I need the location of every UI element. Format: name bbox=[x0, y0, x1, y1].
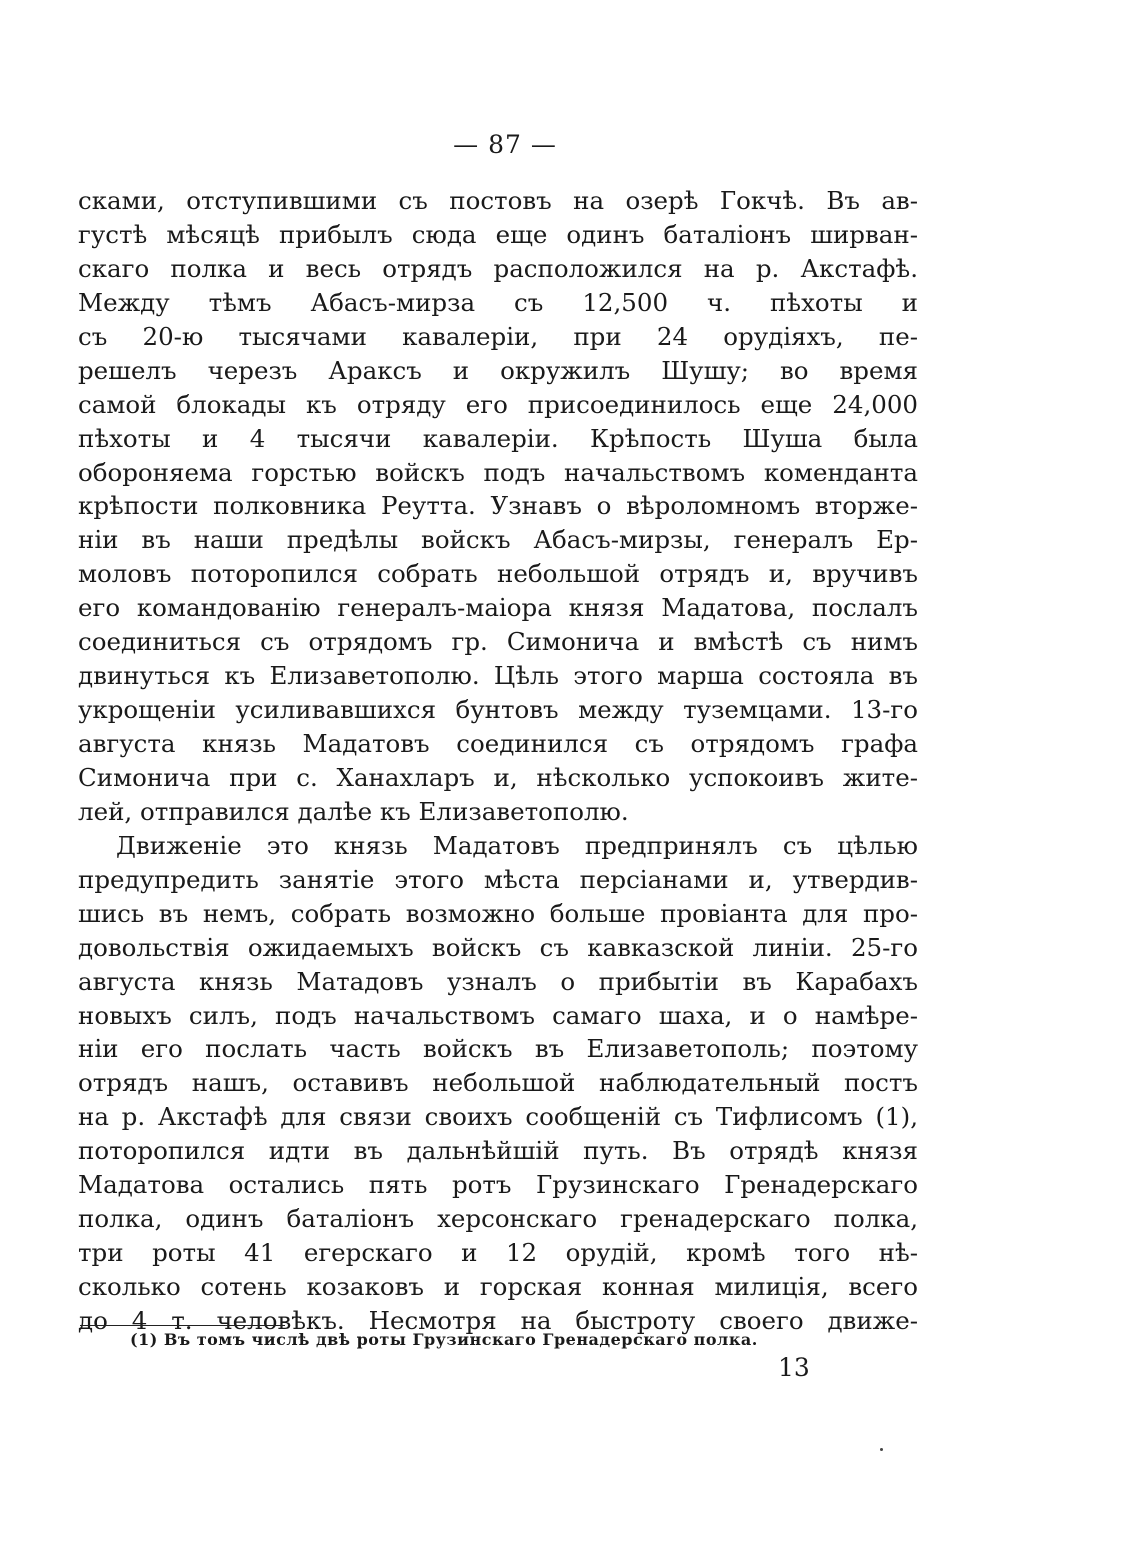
text-line: августа князь Мадатовъ соединился съ отрядомъ графа bbox=[78, 729, 918, 758]
text-line: скаго полка и весь отрядъ расположился на р. Акстафѣ. bbox=[78, 253, 918, 283]
text-line: Между тѣмъ Абасъ-мирза съ 12,500 ч. пѣхоты и bbox=[78, 287, 918, 317]
text-line: пѣхоты и 4 тысячи кавалеріи. Крѣпость Шуша была bbox=[78, 423, 918, 453]
text-line: сколько сотень козаковъ и горская конная милиція, всего bbox=[78, 1272, 918, 1301]
text-line: обороняема горстью войскъ подъ начальствомъ коменданта bbox=[78, 457, 918, 487]
text-line: довольствія ожидаемыхъ войскъ съ кавказской линіи. 25-го bbox=[78, 932, 918, 962]
text-line: на р. Акстафѣ для связи своихъ сообщеній съ Тифлисомъ (1), bbox=[78, 1102, 918, 1132]
text-line: три роты 41 егерскаго и 12 орудій, кромѣ того нѣ- bbox=[78, 1238, 918, 1268]
text-line: полка, одинъ баталіонъ херсонскаго гренадерскаго полка, bbox=[78, 1204, 918, 1234]
text-line: самой блокады къ отряду его присоединилось еще 24,000 bbox=[78, 389, 918, 419]
signature-mark: 13 bbox=[778, 1353, 810, 1382]
text-line: соединиться съ отрядомъ гр. Симонича и вмѣстѣ съ нимъ bbox=[78, 627, 918, 657]
text-line: крѣпости полковника Реутта. Узнавъ о вѣроломномъ вторже- bbox=[78, 491, 918, 521]
footnote-rule bbox=[80, 1325, 285, 1326]
text-line: решелъ черезъ Араксъ и окружилъ Шушу; во время bbox=[78, 355, 918, 385]
body-text bbox=[78, 184, 918, 1338]
text-line: густѣ мѣсяцѣ прибылъ сюда еще одинъ баталіонъ ширван- bbox=[78, 219, 918, 249]
text-line: съ 20-ю тысячами кавалеріи, при 24 орудіяхъ, пе- bbox=[78, 321, 918, 351]
text-line: предупредить занятіе этого мѣста персіанами и, утвердив- bbox=[78, 864, 918, 894]
text-line: отрядъ нашъ, оставивъ небольшой наблюдательный постъ bbox=[78, 1068, 918, 1098]
text-line: ніи его послать часть войскъ въ Елизаветополь; поэтому bbox=[78, 1034, 918, 1064]
text-line: новыхъ силъ, подъ начальствомъ самаго шаха, и о намѣре- bbox=[78, 1000, 918, 1030]
page-number: — 87 — bbox=[453, 130, 557, 159]
paper-speck bbox=[880, 1448, 883, 1451]
text-line: двинуться къ Елизаветополю. Цѣль этого марша состояла въ bbox=[78, 661, 918, 691]
text-line: до 4 т. человѣкъ. Несмотря на быстроту своего движе- bbox=[78, 1305, 918, 1335]
footnote: (1) Въ томъ числѣ двѣ роты Грузинскаго Гренадерскаго полка. bbox=[130, 1330, 758, 1349]
text-line: укрощеніи усиливавшихся бунтовъ между туземцами. 13-го bbox=[78, 695, 918, 725]
text-line: шись въ немъ, собрать возможно больше провіанта для про- bbox=[78, 898, 918, 928]
text-line: сками, отступившими съ постовъ на озерѣ Гокчѣ. Въ ав- bbox=[78, 186, 918, 215]
text-line: Симонича при с. Ханахларъ и, нѣсколько успокоивъ жите- bbox=[78, 762, 918, 792]
text-line: его командованію генералъ-маіора князя Мадатова, послалъ bbox=[78, 593, 918, 623]
text-line: лей, отправился далѣе къ Елизаветополю. bbox=[78, 796, 629, 826]
text-line: Движеніе это князь Мадатовъ предпринялъ съ цѣлью bbox=[116, 830, 918, 860]
text-line: моловъ поторопился собрать небольшой отрядъ и, вручивъ bbox=[78, 559, 918, 589]
text-line: ніи въ наши предѣлы войскъ Абасъ-мирзы, генералъ Ер- bbox=[78, 525, 918, 555]
text-line: поторопился идти въ дальнѣйшій путь. Въ отрядѣ князя bbox=[78, 1136, 918, 1166]
text-line: августа князь Матадовъ узналъ о прибытіи въ Карабахъ bbox=[78, 966, 918, 996]
text-line: Мадатова остались пять ротъ Грузинскаго Гренадерскаго bbox=[78, 1170, 918, 1200]
